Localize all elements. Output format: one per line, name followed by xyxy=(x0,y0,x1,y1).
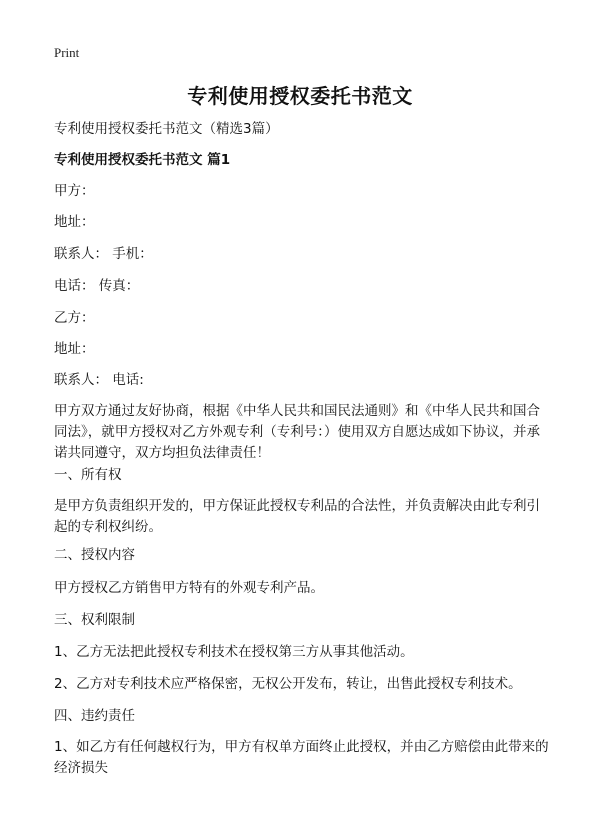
intro-paragraph: 甲方双方通过友好协商，根据《中华人民共和国民法通则》和《中华人民共和国合同法》，就甲方授权对乙方外观专利（专利号：）使用双方自愿达成如下协议，并承诺共同遵守，双方均担负法律责任！ xyxy=(54,403,540,461)
paragraph-content: 甲方授权乙方销售甲方特有的外观专利产品。 xyxy=(54,580,324,596)
party-b-line: 乙方： xyxy=(54,310,95,326)
phone-fax-a-line: 电话： 传真： xyxy=(54,278,140,294)
contact-phone-b-line: 联系人： 电话: xyxy=(54,372,144,388)
party-a-line: 甲方： xyxy=(54,183,95,199)
paragraph-ownership: 是甲方负责组织开发的，甲方保证此授权专利品的合法性，并负责解决由此专利引起的专利权纠纷。 xyxy=(54,498,540,535)
heading-liability: 四、违约责任 xyxy=(54,708,135,724)
address-b-line: 地址： xyxy=(54,341,95,357)
heading-content: 二、授权内容 xyxy=(54,547,135,563)
heading-ownership: 一、所有权 xyxy=(54,467,122,483)
document-title: 专利使用授权委托书范文 xyxy=(187,84,413,108)
paragraph-liability-1: 1、如乙方有任何越权行为，甲方有权单方面终止此授权，并由乙方赔偿由此带来的经济损失 xyxy=(54,739,549,776)
print-link[interactable]: Print xyxy=(54,45,80,60)
document-subtitle: 专利使用授权委托书范文（精选3篇） xyxy=(54,121,279,137)
section-heading: 专利使用授权委托书范文 篇1 xyxy=(54,152,231,168)
address-a-line: 地址： xyxy=(54,214,95,230)
contact-mobile-a-line: 联系人： 手机： xyxy=(54,246,153,262)
paragraph-limit-2: 2、乙方对专利技术应严格保密，无权公开发布，转让，出售此授权专利技术。 xyxy=(54,676,522,692)
paragraph-limit-1: 1、乙方无法把此授权专利技术在授权第三方从事其他活动。 xyxy=(54,644,414,660)
heading-limits: 三、权利限制 xyxy=(54,612,135,628)
